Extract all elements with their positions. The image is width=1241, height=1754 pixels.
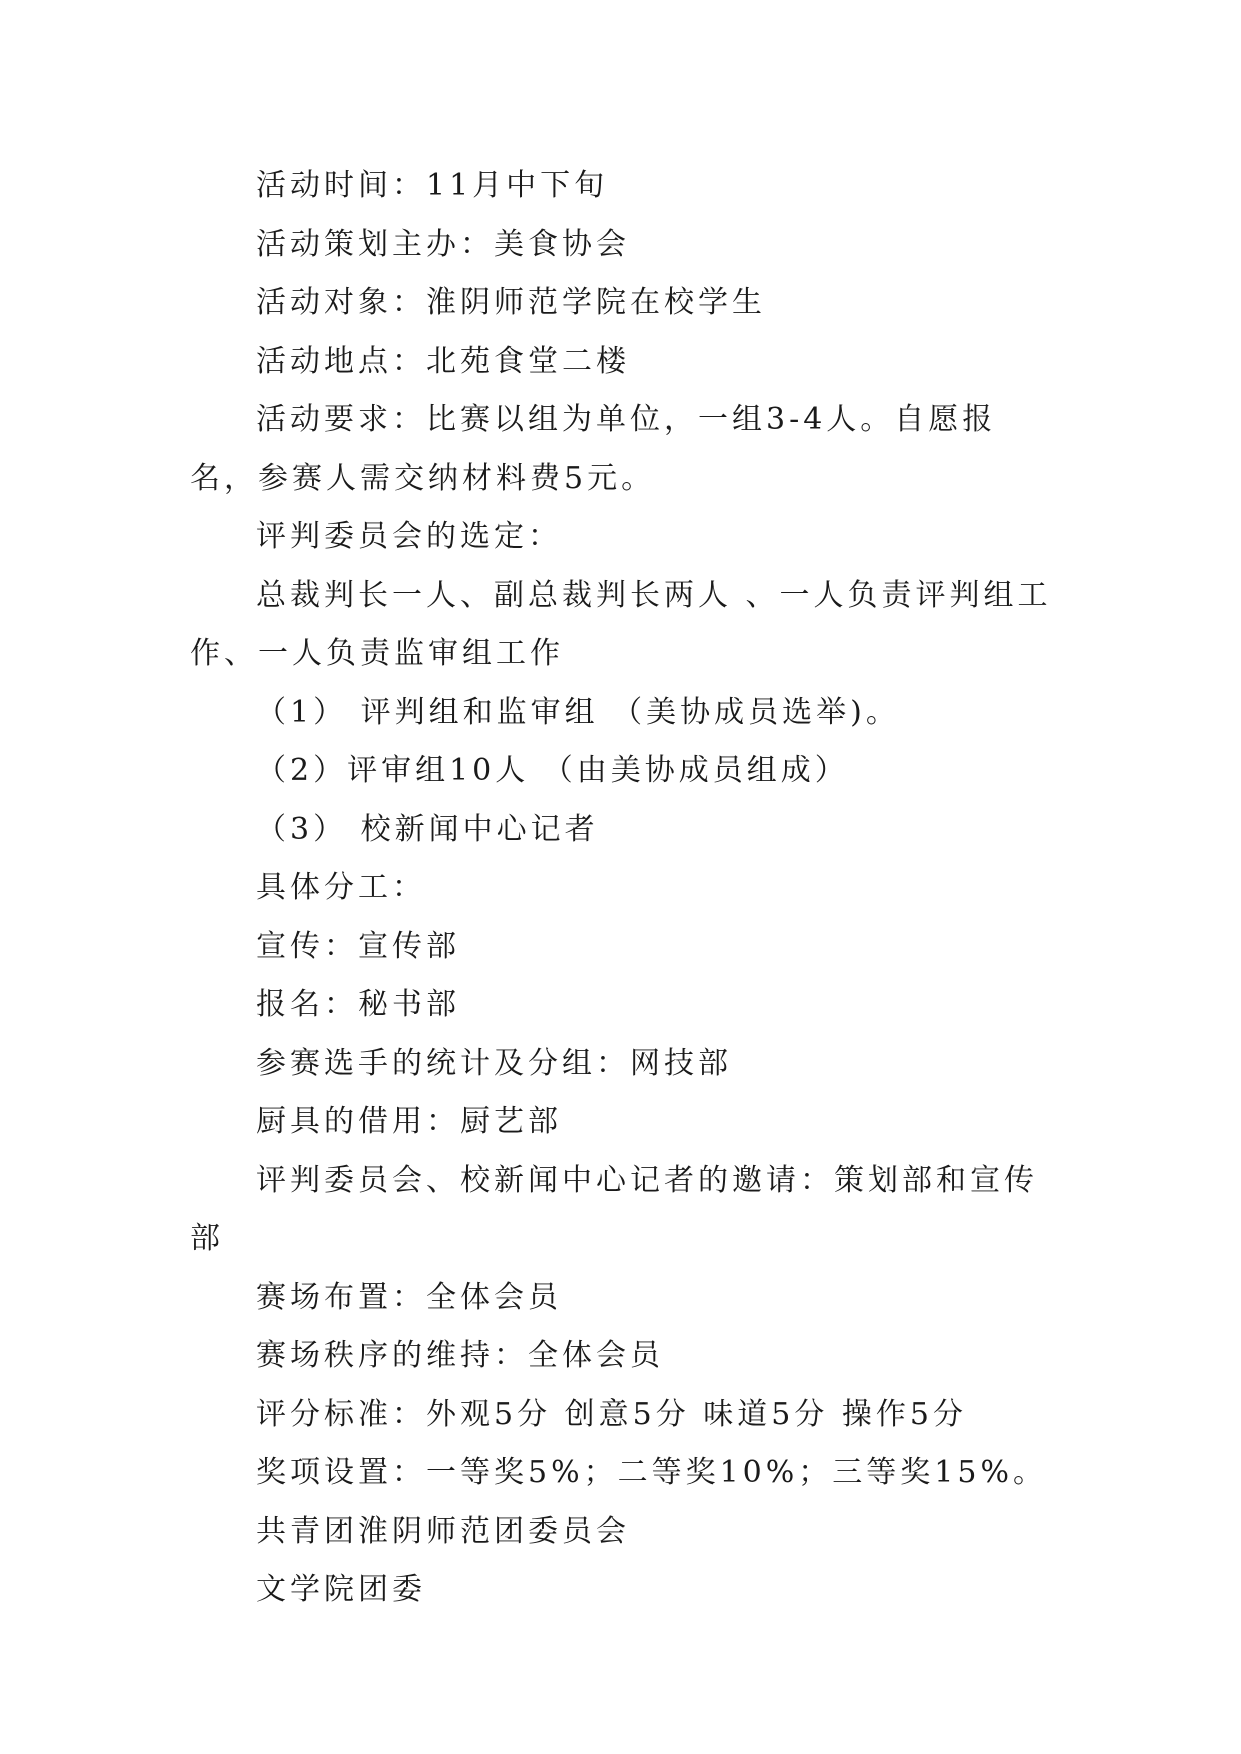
list-item-judging-groups: （1） 评判组和监审组 （美协成员选举)。 bbox=[256, 694, 900, 730]
judging-committee-heading: 评判委员会的选定： bbox=[256, 519, 562, 554]
awards-line: 奖项设置：一等奖5%；二等奖10%；三等奖15%。 bbox=[256, 1455, 1047, 1490]
activity-time-line: 活动时间：11月中下旬 bbox=[256, 168, 609, 203]
task-venue-order-line: 赛场秩序的维持：全体会员 bbox=[256, 1338, 664, 1373]
task-venue-setup-line: 赛场布置：全体会员 bbox=[256, 1279, 562, 1315]
document-body bbox=[190, 157, 1070, 1620]
activity-audience-line: 活动对象：淮阴师范学院在校学生 bbox=[256, 285, 766, 320]
task-contestant-stats-line: 参赛选手的统计及分组：网技部 bbox=[256, 1045, 732, 1081]
task-publicity-line: 宣传：宣传部 bbox=[256, 928, 460, 964]
division-of-labor-heading: 具体分工： bbox=[256, 870, 426, 905]
activity-location-line: 活动地点：北苑食堂二楼 bbox=[256, 343, 630, 379]
scoring-criteria-line: 评分标准：外观5分 创意5分 味道5分 操作5分 bbox=[256, 1396, 967, 1432]
task-registration-line: 报名：秘书部 bbox=[256, 987, 460, 1022]
activity-requirements-paragraph: 活动要求：比赛以组为单位，一组3-4人。自愿报名，参赛人需交纳材料费5元。 bbox=[190, 402, 997, 496]
judges-composition-paragraph: 总裁判长一人、副总裁判长两人 、一人负责评判组工作、一人负责监审组工作 bbox=[190, 577, 1052, 671]
list-item-news-reporters: （3） 校新闻中心记者 bbox=[256, 811, 599, 847]
signature-college-line: 文学院团委 bbox=[256, 1572, 426, 1607]
task-invitations-line: 评判委员会、校新闻中心记者的邀请：策划部和宣传部 bbox=[190, 1162, 1038, 1256]
list-item-review-group: （2）评审组10人 （由美协成员组成） bbox=[256, 753, 849, 788]
signature-org-line: 共青团淮阴师范团委员会 bbox=[256, 1513, 630, 1549]
task-cookware-line: 厨具的借用：厨艺部 bbox=[256, 1104, 562, 1139]
activity-organizer-line: 活动策划主办：美食协会 bbox=[256, 226, 630, 262]
